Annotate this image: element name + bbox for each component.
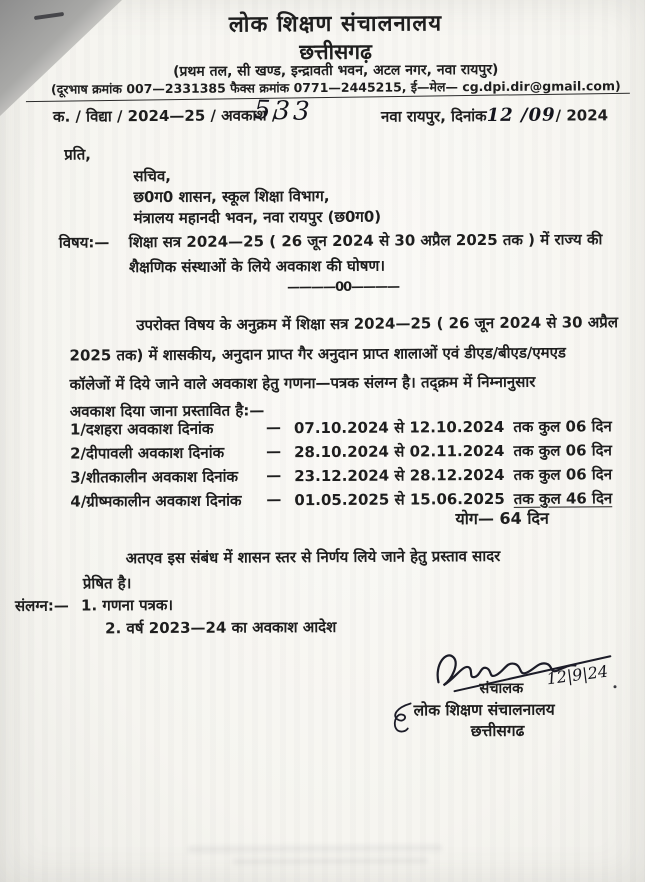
holiday-dates: 07.10.2024 से 12.10.2024 <box>293 417 505 438</box>
holiday-row-dussehra <box>70 416 612 439</box>
handwritten-flourish <box>389 700 415 732</box>
holiday-grand-total: योग— 64 दिन <box>455 508 549 529</box>
date-handwritten: 12 /09 <box>486 104 556 126</box>
place-date-label: नवा रायपुर, दिनांक <box>380 106 487 126</box>
holiday-total: तक कुल 06 दिन <box>513 465 613 484</box>
holiday-name: 2/दीपावली अवकाश दिनांक <box>70 443 225 463</box>
letterhead-address: (प्रथम तल, सी खण्ड, इन्द्रावती भवन, अटल नगर, नवा रायपुर) <box>173 61 499 80</box>
recipient-line-1: सचिव, <box>133 166 172 186</box>
letterhead-org-name: लोक शिक्षण संचालनालय <box>228 11 443 38</box>
memo-number-handwritten: 533 <box>253 95 314 128</box>
holiday-row-diwali <box>70 440 612 463</box>
holiday-dash: — <box>266 490 282 509</box>
letterhead-contact: (दूरभाष क्रमांक 007—2331385 फैक्स क्रमांक 0771—2445215, ई—मेल— cg.dpi.dir@gmail.com) <box>50 78 621 97</box>
signatory-designation: संचालक <box>479 680 524 698</box>
holiday-dash: — <box>265 418 281 437</box>
body-line-1: उपरोक्त विषय के अनुक्रम में शिक्षा सत्र 2024—25 ( 26 जून 2024 से 30 अप्रैल <box>136 313 619 335</box>
closing-line-2: प्रेषित है। <box>82 574 132 593</box>
recipient-line-2: छ0ग0 शासन, स्कूल शिक्षा विभाग, <box>133 186 330 207</box>
scan-smudge <box>187 844 442 853</box>
holiday-dates: 28.10.2024 से 02.11.2024 <box>294 441 505 462</box>
memo-number-prefix: क. / विद्या / 2024—25 / अवकाश / <box>52 106 278 126</box>
enclosure-item-1: 1. गणना पत्रक। <box>80 595 174 615</box>
enclosures-label: संलग्न:— <box>14 596 69 615</box>
subject-label: विषय:— <box>58 233 110 252</box>
holiday-name: 3/शीतकालीन अवकाश दिनांक <box>70 467 239 487</box>
subject-divider: ————00———— <box>287 279 400 296</box>
date-year: / 2024 <box>555 106 609 125</box>
holiday-total-underlined: तक कुल 46 दिन <box>513 489 613 508</box>
holiday-dash: — <box>266 442 282 461</box>
holiday-name: 4/ग्रीष्मकालीन अवकाश दिनांक <box>70 491 242 511</box>
letterhead-state: छत्तीसगढ़ <box>299 39 372 65</box>
signature-org-line-1: लोक शिक्षण संचालनालय <box>413 700 555 720</box>
holiday-total: तक कुल 06 दिन <box>513 441 612 460</box>
to-label: प्रति, <box>64 145 91 164</box>
signature-org-line-2: छत्तीसगढ <box>470 721 525 741</box>
body-line-4: अवकाश दिया जाना प्रस्तावित है:— <box>69 401 265 421</box>
subject-line-1: शिक्षा सत्र 2024—25 ( 26 जून 2024 से 30 अप्रैल 2025 तक ) में राज्य की <box>128 230 603 252</box>
holiday-name: 1/दशहरा अवकाश दिनांक <box>69 419 214 439</box>
place-and-date <box>381 104 608 126</box>
recipient-line-3: मंत्रालय महानदी भवन, नवा रायपुर (छ0ग0) <box>133 207 382 228</box>
holiday-dates: 23.12.2024 से 28.12.2024 <box>294 465 505 486</box>
holiday-dates: 01.05.2025 से 15.06.2025 <box>294 489 505 510</box>
signature-date-handwritten: 12|9|24 <box>545 661 610 689</box>
holiday-dash: — <box>266 466 282 485</box>
holiday-total: तक कुल 06 दिन <box>513 417 612 436</box>
ink-dot <box>613 685 616 688</box>
body-line-2: 2025 तक) में शासकीय, अनुदान प्राप्त गैर अनुदान प्राप्त शालाओं एवं डीएड/बीएड/एमएड <box>69 343 566 365</box>
enclosure-item-2: 2. वर्ष 2023—24 का अवकाश आदेश <box>105 617 337 638</box>
body-line-3: कॉलेजों में दिये जाने वाले अवकाश हेतु गणना—पत्रक संलग्न है। तद्क्रम में निम्नानुसार <box>69 372 536 394</box>
holiday-row-winter <box>70 464 612 487</box>
subject-line-2: शैक्षणिक संस्थाओं के लिये अवकाश की घोषण। <box>128 256 386 277</box>
closing-line-1: अतएव इस संबंध में शासन स्तर से निर्णय लिये जाने हेतु प्रस्ताव सादर <box>125 546 501 568</box>
scan-smudge <box>233 857 428 864</box>
